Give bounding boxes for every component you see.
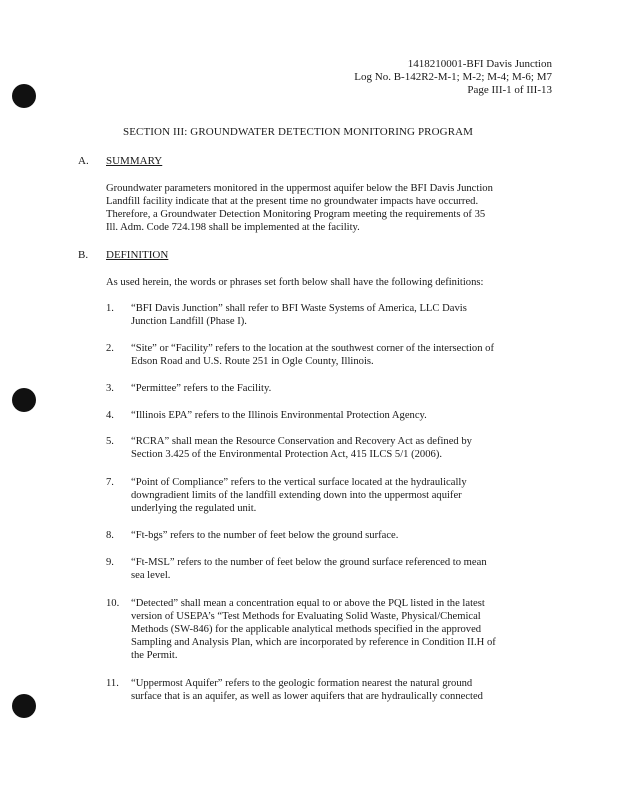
definition-title: DEFINITION	[106, 249, 169, 261]
summary-letter: A.	[78, 155, 89, 167]
summary-line: Groundwater parameters monitored in the uppermost aquifer below the BFI Davis Junction	[106, 183, 493, 194]
item-line: “Ft-MSL” refers to the number of feet below the ground surface referenced to mean	[131, 557, 487, 568]
summary-heading	[78, 155, 162, 168]
item-line: “Point of Compliance” refers to the vertical surface located at the hydraulically	[131, 477, 467, 488]
item-number: 10.	[106, 598, 120, 609]
item-line: version of USEPA’s “Test Methods for Evaluating Solid Waste, Physical/Chemical	[131, 611, 481, 622]
item-line: “RCRA” shall mean the Resource Conservation and Recovery Act as defined by	[131, 436, 472, 447]
item-line: the Permit.	[131, 650, 178, 661]
item-number: 5.	[106, 436, 114, 447]
item-line: “Site” or “Facility” refers to the location at the southwest corner of the intersection of	[131, 343, 495, 354]
binder-hole-top	[12, 84, 36, 108]
summary-title: SUMMARY	[106, 155, 163, 167]
summary-paragraph	[106, 182, 550, 234]
summary-line: Therefore, a Groundwater Detection Monitoring Program meeting the requirements of 35	[106, 209, 486, 220]
item-line: surface that is an aquifer, as well as lower aquifers that are hydraulically connected	[131, 691, 483, 702]
item-line: sea level.	[131, 570, 171, 581]
item-number: 9.	[106, 557, 114, 568]
definition-letter: B.	[78, 249, 89, 261]
log-number: Log No. B-142R2-M-1; M-2; M-4; M-6; M7	[354, 71, 552, 83]
item-number: 8.	[106, 530, 114, 541]
section-title: SECTION III: GROUNDWATER DETECTION MONITORING PROGRAM	[123, 126, 474, 138]
permit-number: 1418210001-BFI Davis Junction	[407, 58, 552, 70]
item-line: Edson Road and U.S. Route 251 in Ogle County, Illinois.	[131, 356, 374, 367]
item-line: underlying the regulated unit.	[131, 503, 257, 514]
definition-heading	[78, 249, 168, 262]
page-number: Page III-1 of III-13	[467, 84, 552, 96]
item-number: 1.	[106, 303, 114, 314]
item-line: “Illinois EPA” refers to the Illinois Environmental Protection Agency.	[131, 410, 427, 421]
item-line: “Permittee” refers to the Facility.	[131, 383, 272, 394]
summary-line: Ill. Adm. Code 724.198 shall be implemented at the facility.	[106, 222, 360, 233]
binder-hole-middle	[12, 388, 36, 412]
item-line: Methods (SW-846) for the applicable analytical methods specified in the approved	[131, 624, 482, 635]
item-number: 7.	[106, 477, 114, 488]
definition-intro: As used herein, the words or phrases set forth below shall have the following definitions:	[106, 277, 484, 288]
item-line: “BFI Davis Junction” shall refer to BFI Waste Systems of America, LLC Davis	[131, 303, 467, 314]
item-line: Junction Landfill (Phase I).	[131, 316, 247, 327]
item-number: 2.	[106, 343, 114, 354]
item-line: Section 3.425 of the Environmental Protection Act, 415 ILCS 5/1 (2006).	[131, 449, 442, 460]
item-number: 11.	[106, 678, 119, 689]
item-number: 3.	[106, 383, 114, 394]
summary-line: Landfill facility indicate that at the present time no groundwater impacts have occurred.	[106, 196, 479, 207]
item-line: Sampling and Analysis Plan, which are incorporated by reference in Condition II.H of	[131, 637, 496, 648]
binder-hole-bottom	[12, 694, 36, 718]
item-line: “Uppermost Aquifer” refers to the geologic formation nearest the natural ground	[131, 678, 473, 689]
item-number: 4.	[106, 410, 114, 421]
document-header	[354, 58, 552, 97]
item-line: “Detected” shall mean a concentration equal to or above the PQL listed in the latest	[131, 598, 485, 609]
item-line: downgradient limits of the landfill extending down into the uppermost aquifer	[131, 490, 462, 501]
item-line: “Ft-bgs” refers to the number of feet below the ground surface.	[131, 530, 399, 541]
